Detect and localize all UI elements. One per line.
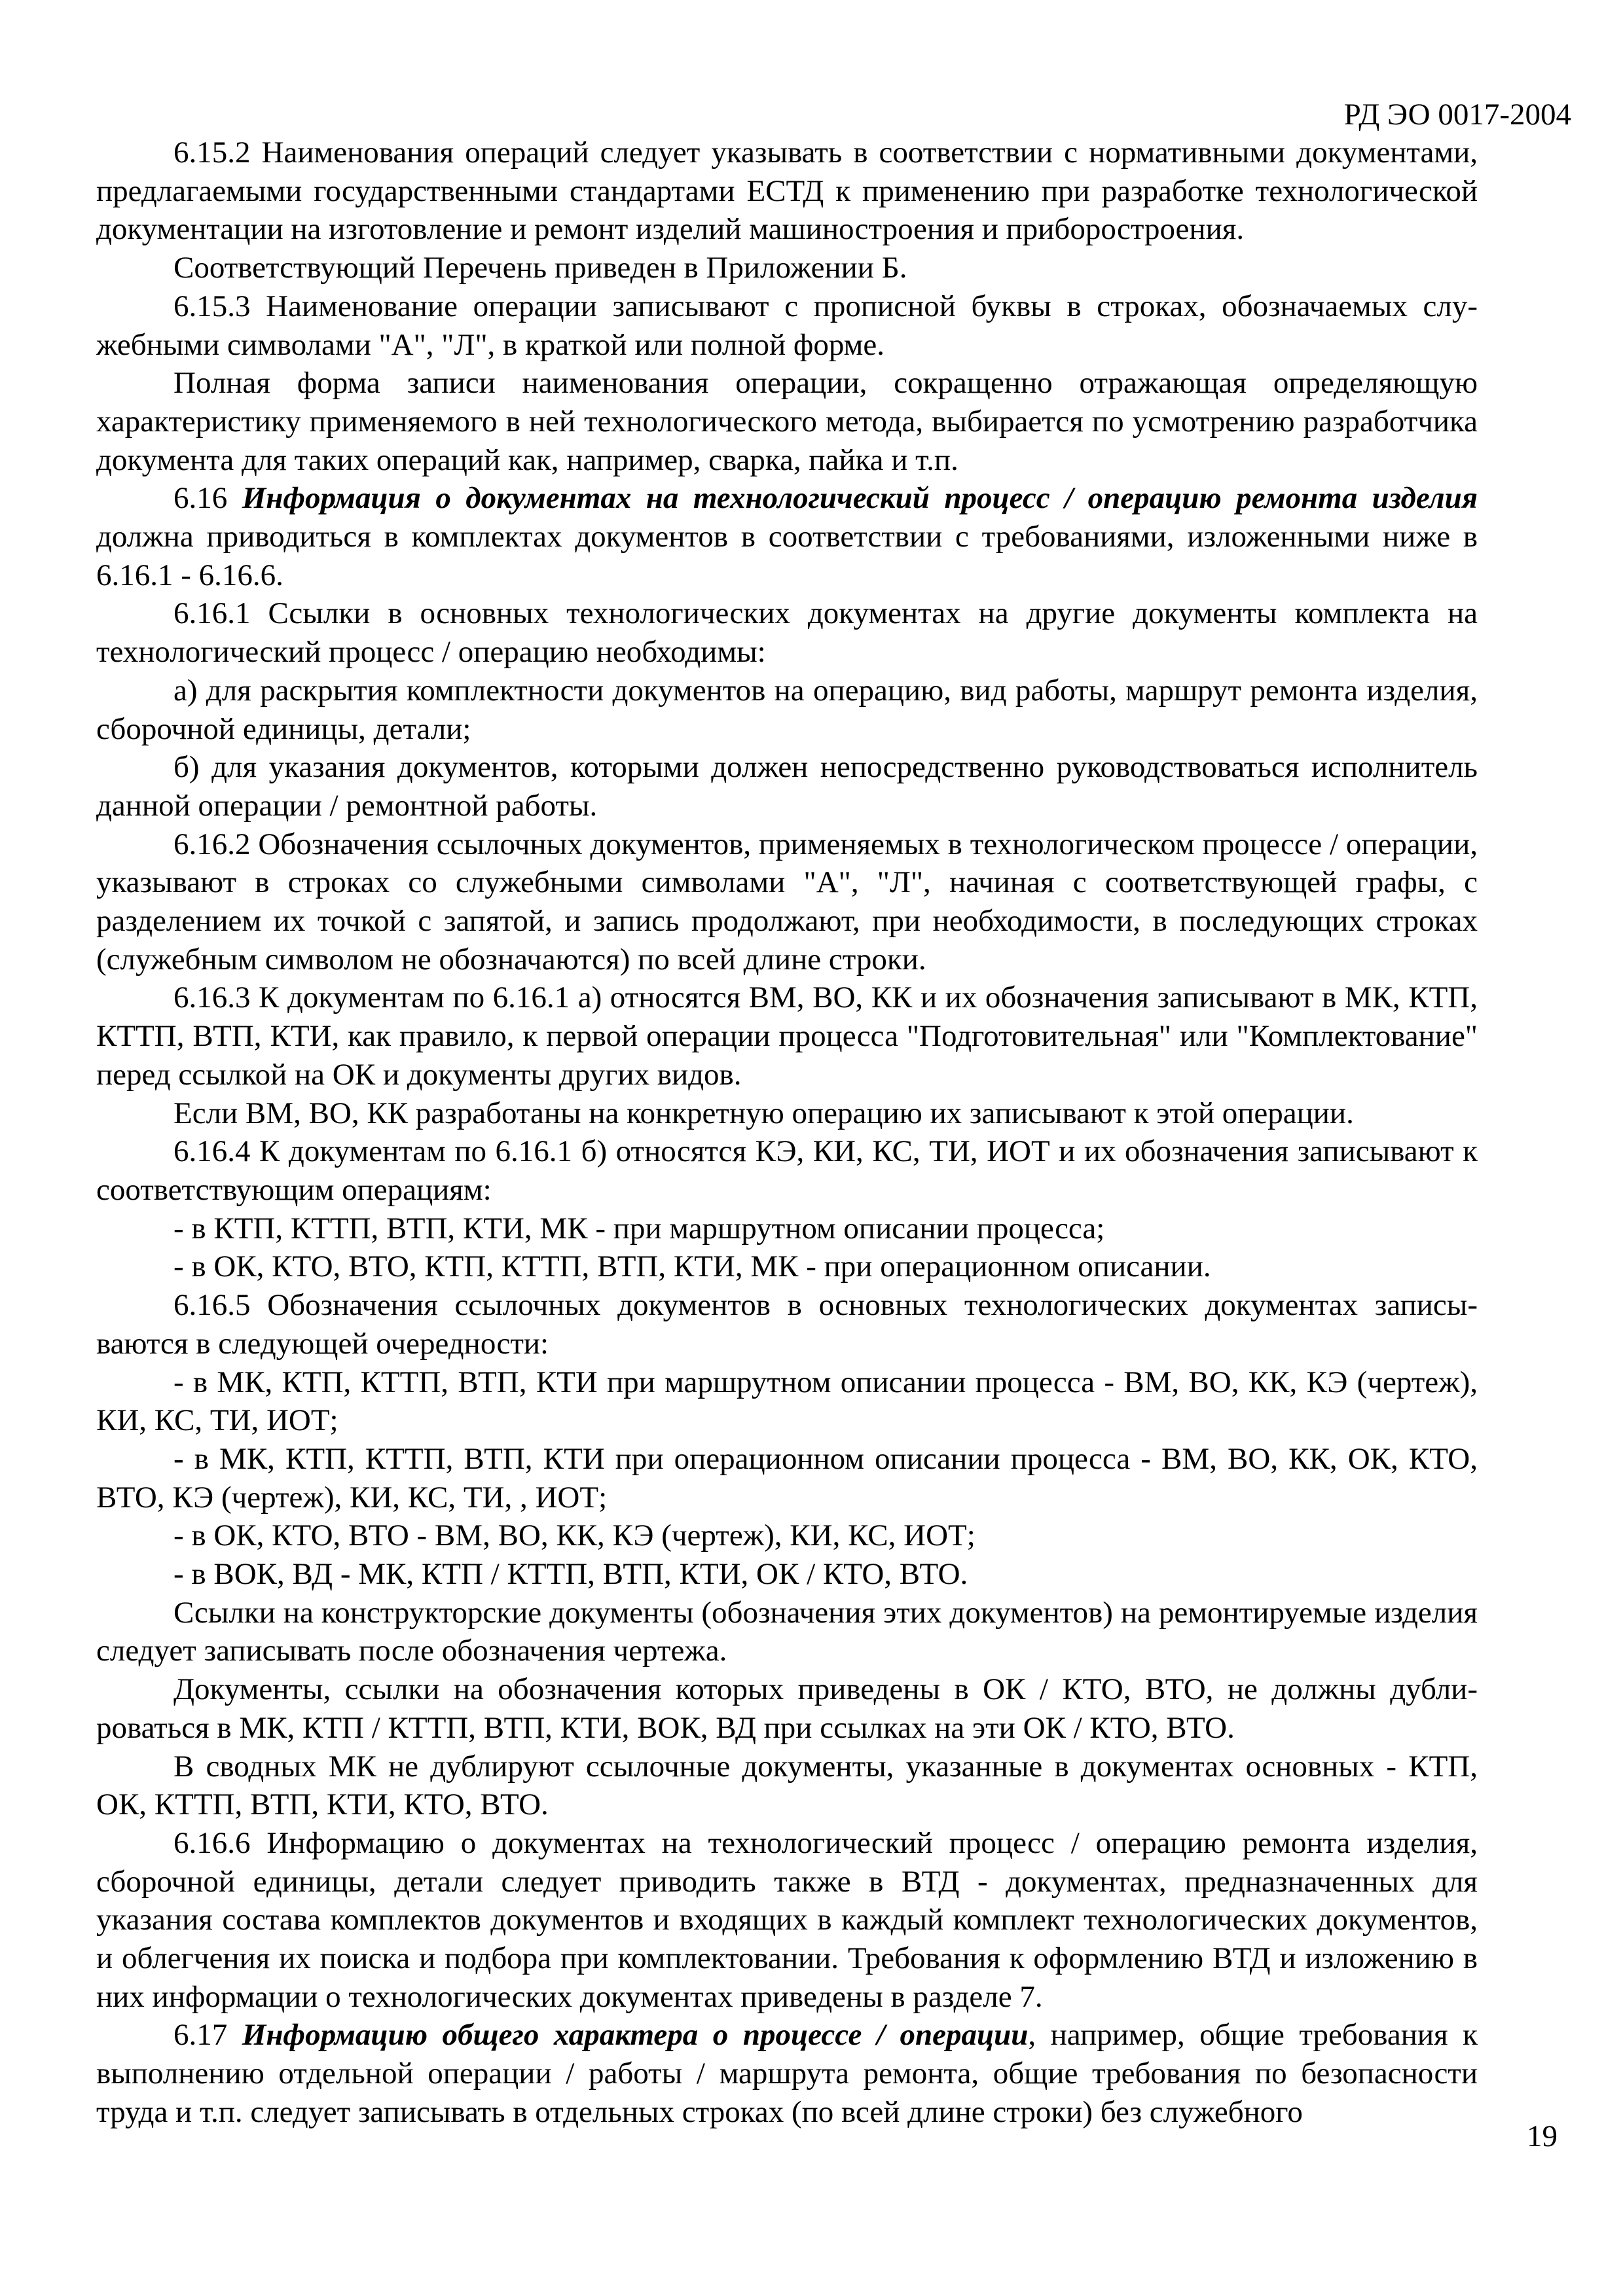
paragraph-full-form: Полная форма записи наименования операции, сокращенно отражающая определяющую характеристику применяемого в ней технологического метода, выбирается по усмотрению разработчика документа для таких операций как, например, сварка, пайка и т.п. [96, 366, 1478, 477]
paragraph-6-16-4: 6.16.4 К документам по 6.16.1 б) относятся КЭ, КИ, КС, ТИ, ИОТ и их обозначения записывают к соответствующим операциям: [96, 1134, 1478, 1207]
paragraph-6-17 [96, 2016, 1478, 2131]
paragraph-design-docs: Ссылки на конструкторские документы (обозначения этих документов) на ремонтируемые изделия следует записывать после обозначения чертежа. [96, 1595, 1478, 1668]
paragraph-6-15-3: 6.15.3 Наименование операции записывают с прописной буквы в строках, обозначаемых служебными символами "А", "Л", в краткой или полной форме. [96, 289, 1478, 362]
paragraph-summary-mk: В сводных МК не дублируют ссылочные документы, указанные в документах основных - КТП, ОК, КТТП, ВТП, КТИ, КТО, ВТО. [96, 1749, 1478, 1822]
paragraph-6-16-5: 6.16.5 Обозначения ссылочных документов в основных технологических документах записываются в следующей очередности: [96, 1288, 1478, 1361]
list-item-route-order: - в МК, КТП, КТТП, ВТП, КТИ при маршрутном описании процесса - ВМ, ВО, КК, КЭ (чертеж), КИ, КС, ТИ, ИОТ; [96, 1365, 1478, 1438]
paragraph-6-16-2: 6.16.2 Обозначения ссылочных документов, применяемых в технологическом процессе / операции, указывают в строках со служебными символами "А", "Л", начиная с соответствующей графы, с разделением их точкой с запятой, и запись продолжают, при необходимости, в последующих строках (служебным символом не обозначаются) по всей длине строки. [96, 827, 1478, 977]
paragraph-number: 6.16 [173, 481, 242, 516]
paragraph-6-16-3: 6.16.3 К документам по 6.16.1 а) относятся ВМ, ВО, КК и их обозначения записывают в МК, КТП, КТТП, ВТП, КТИ, как правило, к первой операции процесса "Подготовительная" или "Комплектование" перед ссылкой на ОК и документы других видов. [96, 980, 1478, 1092]
list-item-b: б) для указания документов, которыми должен непосредственно руководствоваться исполнитель данной операции / ремонтной работы. [96, 750, 1478, 823]
list-item-vok-order: - в ВОК, ВД - МК, КТП / КТТП, ВТП, КТИ, ОК / КТО, ВТО. [173, 1557, 968, 1592]
paragraph-text: должна приводиться в комплектах документов в соответствии с требованиями, изложенными ниже в 6.16.1 - 6.16.6. [96, 520, 1478, 592]
document-body [96, 134, 1478, 2132]
list-item-route: - в КТП, КТТП, ВТП, КТИ, МК - при маршрутном описании процесса; [173, 1211, 1105, 1246]
section-heading: Информацию общего характера о процессе / операции [242, 2018, 1029, 2053]
section-heading: Информация о документах на технологический процесс / операцию ремонта изделия [242, 481, 1478, 516]
document-code: РД ЭО 0017-2004 [1343, 98, 1571, 132]
list-item-operational: - в ОК, КТО, ВТО, КТП, КТТП, ВТП, КТИ, МК - при операционном описании. [173, 1249, 1211, 1284]
paragraph-text: , например, общие требования к выполнению отдельной операции / работы / маршрута ремонта, общие требования по безопасности труда и т.п. следует записывать в отдельных строках (по всей длине строки) без служебного [96, 2018, 1478, 2129]
paragraph-annex-reference: Соответствующий Перечень приведен в Приложении Б. [173, 251, 907, 285]
list-item-ok-order: - в ОК, КТО, ВТО - ВМ, ВО, КК, КЭ (чертеж), КИ, КС, ИОТ; [173, 1518, 976, 1553]
paragraph-no-duplication: Документы, ссылки на обозначения которых приведены в ОК / КТО, ВТО, не должны дублироваться в МК, КТП / КТТП, ВТП, КТИ, ВОК, ВД при ссылках на эти ОК / КТО, ВТО. [96, 1672, 1478, 1745]
paragraph-specific-operation: Если ВМ, ВО, КК разработаны на конкретную операцию их записывают к этой операции. [173, 1096, 1354, 1130]
paragraph-number: 6.17 [173, 2018, 242, 2053]
paragraph-6-16-1: 6.16.1 Ссылки в основных технологических документах на другие документы комплекта на технологический процесс / операцию необходимы: [96, 596, 1478, 670]
paragraph-6-16 [96, 479, 1478, 594]
list-item-a: а) для раскрытия комплектности документов на операцию, вид работы, маршрут ремонта изделия, сборочной единицы, детали; [96, 673, 1478, 746]
list-item-operational-order: - в МК, КТП, КТТП, ВТП, КТИ при операционном описании процесса - ВМ, ВО, КК, ОК, КТО, ВТО, КЭ (чертеж), КИ, КС, ТИ, , ИОТ; [96, 1441, 1478, 1515]
paragraph-6-16-6: 6.16.6 Информацию о документах на технологический процесс / операцию ремонта изделия, сборочной единицы, детали следует приводить также в ВТД - документах, предназначенных для указания состава комплектов документов и входящих в каждый комплект технологических документов, и облегчения их поиска и подбора при комплектовании. Требования к оформлению ВТД и изложению в них информации о технологических документах приведены в разделе 7. [96, 1825, 1478, 2014]
page-number: 19 [1527, 2119, 1558, 2153]
paragraph-6-15-2: 6.15.2 Наименования операций следует указывать в соответствии с нормативными документами, предлагаемыми государственными стандартами ЕСТД к применению при разработке технологической документации на изготовление и ремонт изделий машиностроения и приборостроения. [96, 135, 1478, 247]
